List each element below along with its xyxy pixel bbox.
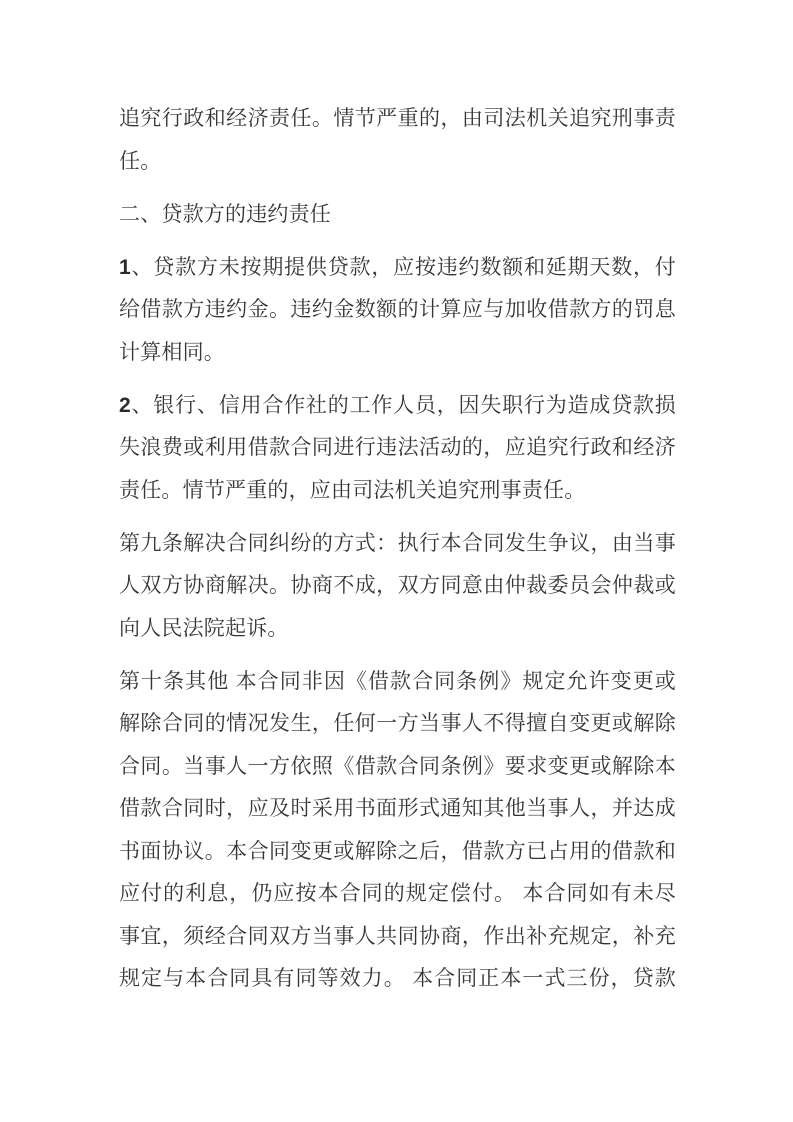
text-line: 第十条其他 本合同非因《借款合同条例》规定允许变更或 [119,668,676,693]
text-line: 向人民法院起诉。 [119,615,289,640]
text-line: 2、银行、信用合作社的工作人员，因失职行为造成贷款损 [119,392,676,417]
text-line: 给借款方违约金。违约金数额的计算应与加收借款方的罚息 [119,297,676,321]
text-line: 追究行政和经济责任。情节严重的，由司法机关追究刑事责 [119,106,676,130]
text-line: 借款合同时，应及时采用书面形式通知其他当事人，并达成 [119,796,676,820]
paragraph [119,660,676,1000]
text-line: 解除合同的情况发生，任何一方当事人不得擅自变更或解除 [119,711,676,735]
text-line: 合同。当事人一方依照《借款合同条例》要求变更或解除本 [119,753,676,778]
text-line: 人双方协商解决。协商不成，双方同意由仲裁委员会仲裁或 [119,573,676,597]
list-number: 2 [119,393,131,417]
paragraph [119,522,676,650]
text-line: 事宜，须经合同双方当事人共同协商，作出补充规定，补充 [119,923,676,948]
text-line: 应付的利息，仍应按本合同的规定偿付。 本合同如有未尽 [119,881,676,905]
text-line: 二、贷款方的违约责任 [119,201,331,226]
text-line: 书面协议。本合同变更或解除之后，借款方已占用的借款和 [119,838,676,863]
paragraph [119,97,676,182]
text-line: 失浪费或利用借款合同进行违法活动的，应追究行政和经济 [119,435,676,459]
paragraph [119,193,676,236]
text-line: 规定与本合同具有同等效力。 本合同正本一式三份，贷款 [119,966,676,990]
list-number: 1 [119,255,131,279]
text-line: 计算相同。 [119,339,225,364]
paragraph [119,246,676,374]
text-line: 责任。情节严重的，应由司法机关追究刑事责任。 [119,477,586,502]
paragraph [119,384,676,512]
text-line: 1、贷款方未按期提供贷款，应按违约数额和延期天数，付 [119,254,676,279]
text-line: 第九条解决合同纠纷的方式：执行本合同发生争议，由当事 [119,530,676,555]
text-line: 任。 [119,148,162,173]
document-body [119,97,676,1000]
